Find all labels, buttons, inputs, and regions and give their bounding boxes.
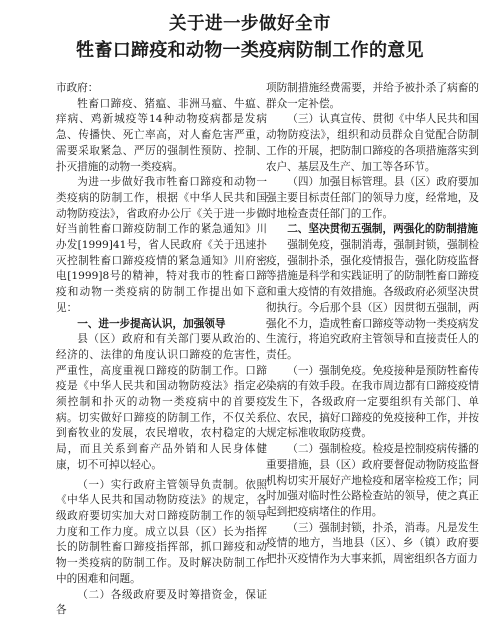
left-text-column <box>56 81 267 617</box>
paragraph: 强制免疫，强制消毒，强制封锁，强制检疫，强制扑杀，强化疫情报告，强化防疫监督等措施是科学和实践证明了的防制牲畜口蹄疫和重大疫情的有效措施。各级政府必须坚决贯彻执行。今后那个县（区）因贯彻五强制，两强化不力，造成牲畜口蹄疫等动物一类疫病发生流行，将追究政府主管领导和直接责任人的责任。 <box>266 239 479 361</box>
paragraph: （一）强制免疫。免疫接种是预防牲畜传染病的有效手段。在我市周边都有口蹄疫疫情发生下，各级政府一定要组织有关部门、单位、农民，搞好口蹄疫的免疫接种工作，并按规定标准收取防疫费。 <box>266 364 479 440</box>
paragraph: 为进一步做好我市牲畜口蹄疫和动物一类疫病的防制工作，根据《中华人民共和国动物防疫法》，省政府办公厅《关于进一步做好当前牲畜口蹄疫防制工作的紧急通知》川办发[1999]41号，省人民政府《关于迅速扑灭控制牲畜口蹄疫疫情的紧急通知》川府密电[1999]8号的精神，特对我市的牲畜口蹄疫和动物一类疫病的防制工作提出如下意见： <box>56 176 267 314</box>
paragraph: （一）实行政府主管领导负责制。依照《中华人民共和国动物防疫法》的规定，各级政府要切实加大对口蹄疫防制工作的领导力度和工作力度。成立以县（区）长为指挥长的防制牲畜口蹄疫指挥部，抓口蹄疫和动物一类疫病的防制工作。及时解决防制工作中的困难和问题。 <box>56 478 267 585</box>
section-heading: 二、坚决贯彻五强制，两强化的防制措施 <box>287 223 478 236</box>
paragraph: 牲畜口蹄疫、猪瘟、非洲马瘟、牛瘟、痒病、鸡新城疫等14种动物疫病都是发病急、传播快、死亡率高，对人畜危害严重，需要采取紧急、严厉的强制性预防、控制、扑灭措施的动物一类疫病。 <box>56 97 267 173</box>
right-text-column <box>266 81 479 565</box>
paragraph: （二）各级政府要及时筹措资金，保证各 <box>56 588 267 617</box>
paragraph: （二）强制检疫。检疫是控制疫病传播的重要措施，县（区）政府要督促动物防疫监督机构切实开展好产地检疫和屠宰检疫工作；同时加强对临时性公路检查站的领导，使之真正起到把疫病堵住的作用。 <box>266 443 479 518</box>
document-title-line1: 关于进一步做好全市 <box>169 14 331 34</box>
document-title-line2: 牲畜口蹄疫和动物一类疫病防制工作的意见 <box>76 40 424 61</box>
paragraph: （三）强制封锁，扑杀，消毒。凡是发生疫情的地方，当地县（区）、乡（镇）政府要把扑灭疫情作为大事来抓，周密组织各方面力 <box>266 521 479 566</box>
section-heading: 一、进一步提高认识，加强领导 <box>77 317 226 330</box>
paragraph: 项防制措施经费需要，并给予被扑杀了病畜的群众一定补偿。 <box>266 82 479 110</box>
paragraph: 县（区）政府和有关部门要从政治的、经济的、法律的角度认识口蹄疫的危害性，严重性，高度重视口蹄疫的防制工作。口蹄疫是《中华人民共和国动物防疫法》指定必须控制和扑灭的动物一类疫病中的首要疫病。切实做好口蹄疫的防制工作，不仅关系到畜牧业的发展，农民增收，农村稳定的大局，而且关系到畜产品外销和人民身体健康，切不可掉以轻心。 <box>56 333 267 471</box>
paragraph: （三）认真宣传、贯彻《中华人民共和国动物防疫法》，组织和动员群众自觉配合防制工作的开展，把防制口蹄疫的各项措施落实到农户、基层及生产、加工等各环节。 <box>266 113 479 173</box>
paragraph: 市政府： <box>56 82 99 94</box>
paragraph: （四）加强目标管理。县（区）政府要加强主要目标责任部门的领导力度，经常地，及时地检查责任部门的工作。 <box>266 176 479 220</box>
